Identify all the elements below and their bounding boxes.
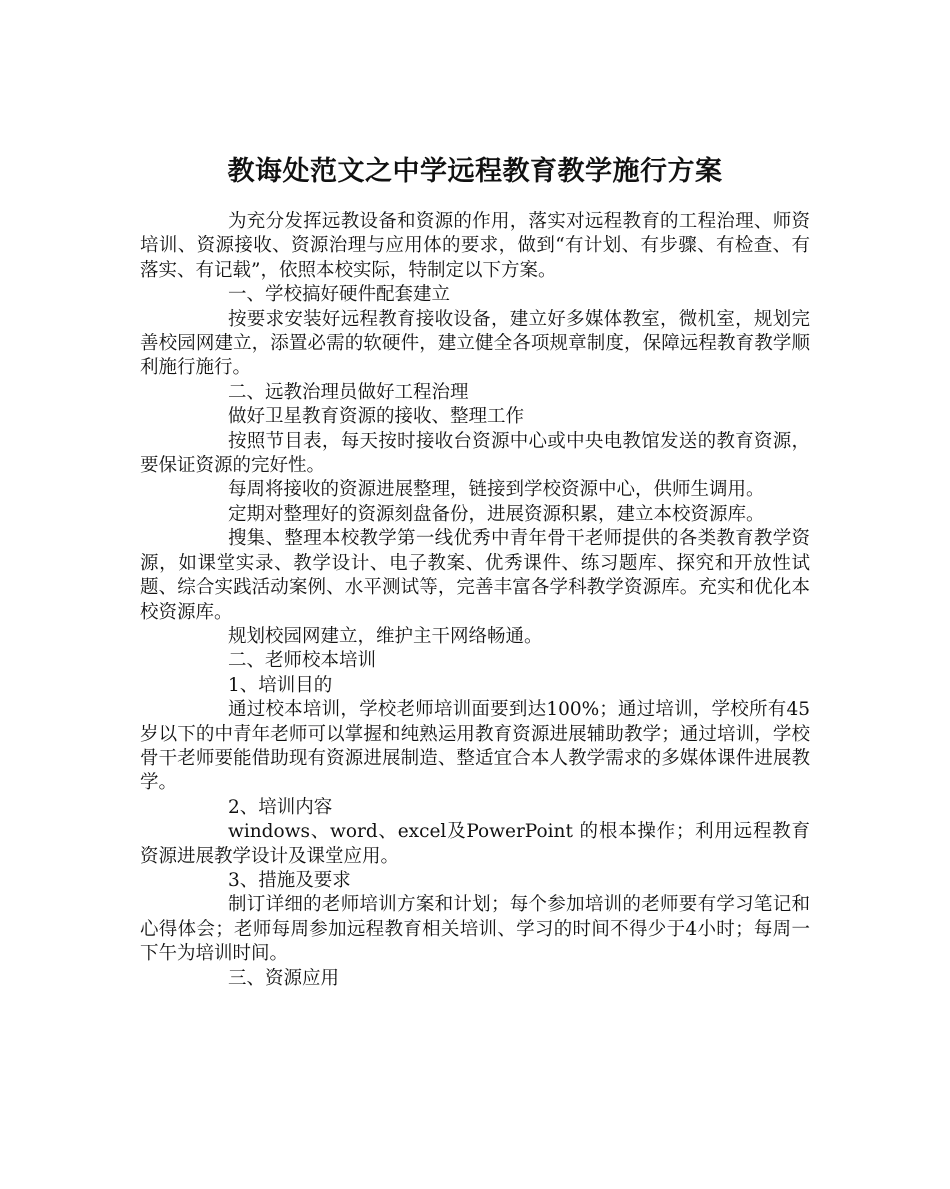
section-heading-resource-application: 三、资源应用 <box>228 967 340 989</box>
subheading-training-goal: 1、培训目的 <box>228 674 333 696</box>
document-title: 教诲处范文之中学远程教育教学施行方案 <box>227 156 723 188</box>
training-goal-paragraph: 通过校本培训，学校老师培训面要到达100%；通过培训，学校所有45岁以下的中青年老师可以掌握和纯熟运用教育资源进展辅助教学；通过培训，学校骨干老师要能借助现有资源进展制造、整适宜合本人教学需求的多媒体课件进展教学。 <box>140 699 810 794</box>
receive-resources-paragraph: 按照节目表，每天按时接收台资源中心或中央电教馆发送的教育资源，要保证资源的完好性。 <box>140 430 810 477</box>
section-heading-hardware: 一、学校搞好硬件配套建立 <box>228 284 451 306</box>
weekly-organize-paragraph: 每周将接收的资源进展整理，链接到学校资源中心，供师生调用。 <box>228 479 765 501</box>
subheading-satellite-resources: 做好卫星教育资源的接收、整理工作 <box>228 406 525 428</box>
training-content-paragraph: windows、word、excel及PowerPoint 的根本操作；利用远程教育资源进展教学设计及课堂应用。 <box>140 821 810 867</box>
subheading-training-content: 2、培训内容 <box>228 796 333 818</box>
document-body <box>140 210 810 991</box>
subheading-measures: 3、措施及要求 <box>228 869 351 891</box>
section-heading-admin: 二、远教治理员做好工程治理 <box>228 381 469 403</box>
hardware-paragraph: 按要求安装好远程教育接收设备，建立好多媒体教室，微机室，规划完善校园网建立，添置必需的软硬件，建立健全各项规章制度，保障远程教育教学顺利施行施行。 <box>140 308 810 379</box>
backup-paragraph: 定期对整理好的资源刻盘备份，进展资源积累，建立本校资源库。 <box>228 503 765 525</box>
intro-paragraph: 为充分发挥远教设备和资源的作用，落实对远程教育的工程治理、师资培训、资源接收、资源治理与应用体的要求，做到“有计划、有步骤、有检查、有落实、有记载”，依照本校实际，特制定以下方案。 <box>140 211 810 281</box>
section-heading-training: 二、老师校本培训 <box>228 650 377 672</box>
measures-paragraph: 制订详细的老师培训方案和计划；每个参加培训的老师要有学习笔记和心得体会；老师每周参加远程教育相关培训、学习的时间不得少于4小时；每周一下午为培训时间。 <box>140 894 810 965</box>
campus-network-paragraph: 规划校园网建立，维护主干网络畅通。 <box>228 625 543 647</box>
collect-resources-paragraph: 搜集、整理本校教学第一线优秀中青年骨干老师提供的各类教育教学资源，如课堂实录、教学设计、电子教案、优秀课件、练习题库、探究和开放性试题、综合实践活动案例、水平测试等，完善丰富各学科教学资源库。充实和优化本校资源库。 <box>140 528 810 623</box>
